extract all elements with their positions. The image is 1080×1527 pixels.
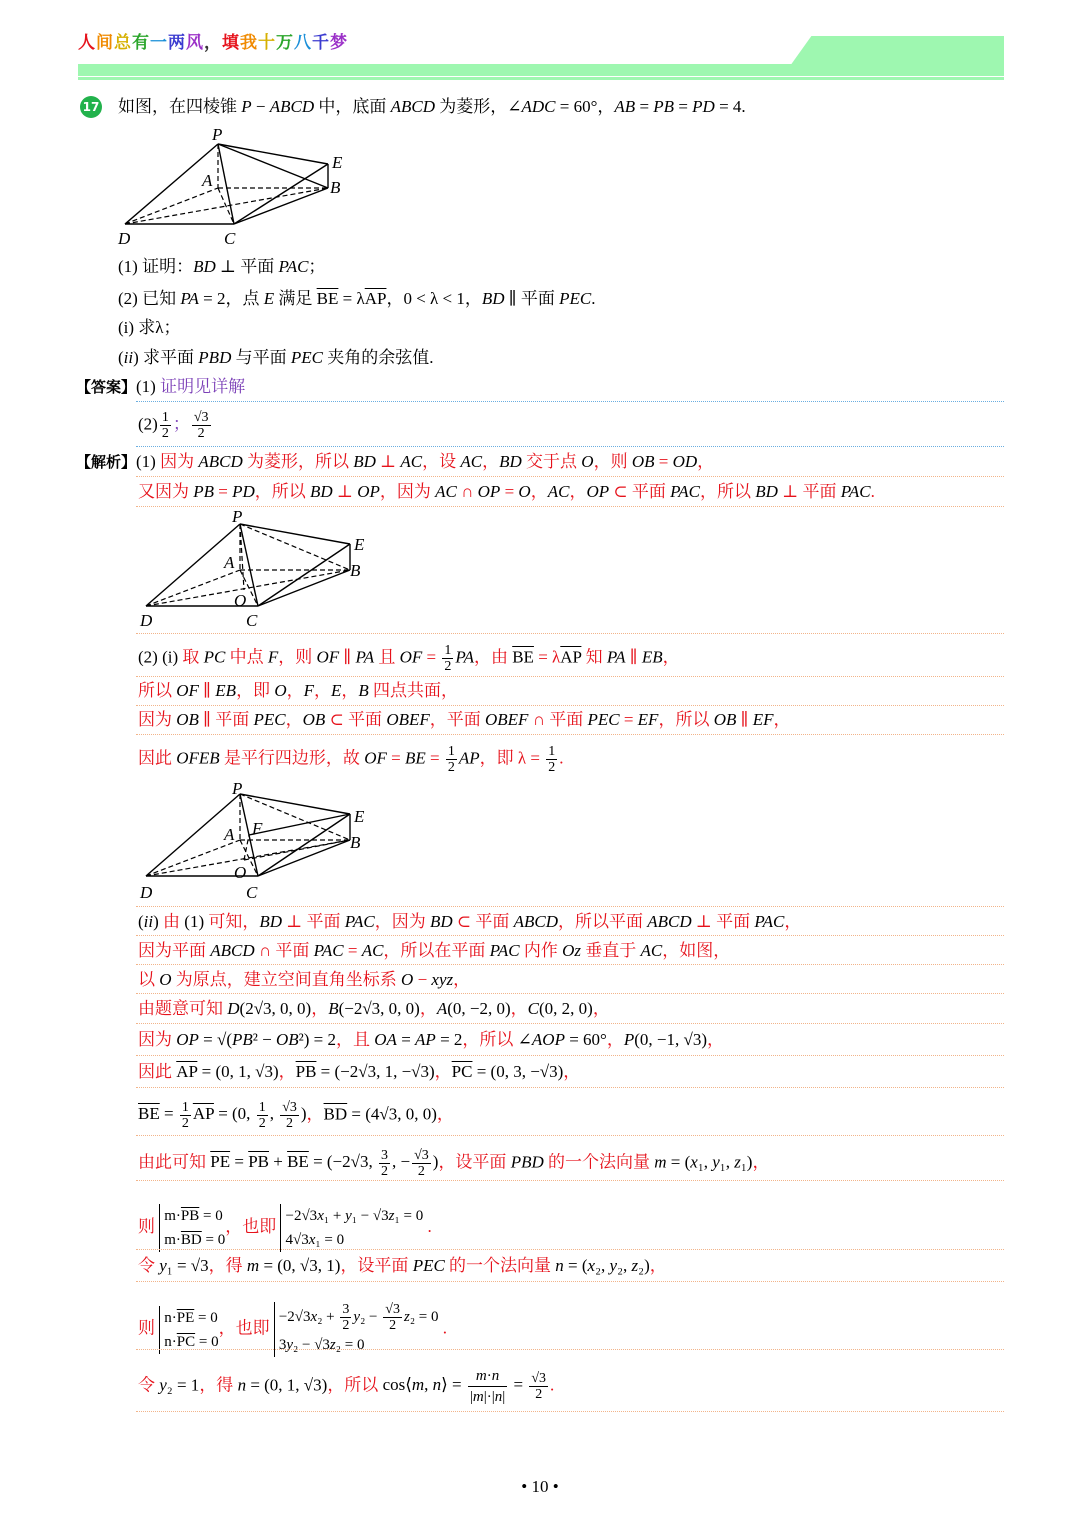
label-a: A	[224, 825, 235, 844]
label-b: B	[350, 561, 361, 580]
divider	[136, 1087, 1004, 1088]
label-d: D	[140, 611, 153, 630]
divider	[136, 705, 1004, 706]
answer-block	[76, 376, 245, 398]
answer-2-prefix: (2)	[138, 414, 158, 434]
divider	[136, 506, 1004, 507]
divider	[136, 993, 1004, 994]
label-o: O	[234, 863, 247, 882]
analysis-line-9: 以 O 为原点，建立空间直角坐标系 O − xyz，	[138, 970, 471, 989]
analysis-line-7: (ii) 由 (1) 可知，BD ⊥ 平面 PAC，因为 BD ⊂ 平面 ABCD，所以平面 ABCD ⊥ 平面 PAC，	[138, 912, 802, 931]
answer-2-sep: ；	[172, 414, 190, 434]
label-c: C	[246, 883, 258, 902]
label-e: E	[332, 153, 343, 172]
divider	[136, 1055, 1004, 1056]
label-c: C	[224, 229, 236, 248]
figure-pyramid-1	[110, 124, 370, 250]
analysis-line-5: 因为 OB ∥ 平面 PEC，OB ⊂ 平面 OBEF，平面 OBEF ∩ 平面 PEC = EF，所以 OB ∥ EF，	[138, 710, 791, 729]
header-motto: 人间总有一两风，填我十万八千梦	[78, 33, 348, 53]
analysis-line-18: 令 y₂ = 1，得 n = (0, 1, √3)，所以 cos⟨m, n⟩ = $\frac{m\cdot n}{|m|\cdot|n|}$ = $\frac{√3}{2}$ .	[138, 1368, 555, 1405]
divider	[136, 1349, 1004, 1350]
analysis-line-14: 由此可知 $\overline{PE} = \overline{PB} + \overline{BE} = (-2√3$, $\frac{3}{2}$ , − $\frac{√3}{2}$ )，设平面 PBD 的一个法向量 m = (x₁, y₁, z₁)，	[138, 1148, 770, 1179]
header-band-line	[78, 77, 1004, 80]
question-part2i: (i) 求λ；	[118, 318, 181, 337]
divider	[136, 964, 1004, 965]
label-e: E	[354, 807, 365, 826]
question-number-badge: 17	[80, 96, 102, 118]
figure-pyramid-2	[134, 508, 394, 632]
divider	[136, 1249, 1004, 1250]
divider	[136, 1281, 1004, 1282]
label-d: D	[118, 229, 131, 248]
divider	[136, 906, 1004, 907]
divider	[136, 676, 1004, 677]
answer-label: 【答案】	[76, 378, 137, 396]
label-o: O	[234, 591, 247, 610]
divider	[136, 476, 1004, 477]
analysis-line-6: 因此 OFEB 是平行四边形，故 OF = BE = $\frac{1}{2}$ AP，即 λ = $\frac{1}{2}$ .	[138, 744, 564, 775]
divider	[136, 633, 1004, 634]
divider	[136, 1023, 1004, 1024]
answer-1-prefix: (1)	[136, 377, 156, 396]
analysis-line-1: 【解析】(1) 因为 ABCD 为菱形，所以 BD ⊥ AC，设 AC，BD 交于点 O，则 OB = OD，	[76, 452, 715, 471]
question-part1: (1) 证明：BD ⊥ 平面 PAC；	[118, 257, 326, 276]
question-part2ii: (ii) 求平面 PBD 与平面 PEC 夹角的余弦值.	[118, 348, 434, 367]
analysis-line-4: 所以 OF ∥ EB，即 O，F，E，B 四点共面，	[138, 681, 459, 700]
header-tab-decoration	[790, 36, 1004, 66]
divider	[136, 734, 1004, 735]
analysis-line-2: 又因为 PB = PD，所以 BD ⊥ OP，因为 AC ∩ OP = O，AC，OP ⊂ 平面 PAC，所以 BD ⊥ 平面 PAC.	[138, 482, 875, 501]
label-p: P	[212, 125, 223, 144]
analysis-line-13: $\overline{BE}$ = $\frac{1}{2}$ $\overline{AP} = (0$, $\frac{1}{2}$ , $\frac{√3}{2}$ )，$\overline{BD} = (4√3$, 0, 0)，	[138, 1100, 454, 1131]
analysis-line-16: 令 y₁ = √3，得 m = (0, √3, 1)，设平面 PEC 的一个法向量 n = (x₂, y₂, z₂)，	[138, 1256, 667, 1275]
label-b: B	[350, 833, 361, 852]
analysis-line-8: 因为平面 ABCD ∩ 平面 PAC = AC，所以在平面 PAC 内作 Oz 垂直于 AC，如图，	[138, 941, 731, 960]
label-a: A	[202, 171, 213, 190]
label-f: F	[252, 819, 263, 838]
analysis-line-12: 因此 $\overline{AP} = (0$, 1, √3)，$\overline{PB} = (-2√3$, 1, −√3)，$\overline{PC} = (0$, 3, −√3)，	[138, 1062, 581, 1081]
analysis-line-3: (2) (i) 取 PC 中点 F，则 OF ∥ PA 且 OF = $\frac{1}{2}$ PA，由 $\overline{BE} = \lambda\overline{AP}$ 知 PA ∥ EB，	[138, 643, 680, 674]
label-p: P	[232, 508, 243, 526]
divider	[136, 1411, 1004, 1412]
header-band	[78, 64, 1004, 76]
answer-2: (2) $\frac{1}{2}$ ； $\frac{√3}{2}$	[138, 410, 209, 441]
label-a: A	[224, 553, 235, 572]
divider	[136, 1135, 1004, 1136]
analysis-label: 【解析】	[76, 453, 137, 471]
question-stem: 如图，在四棱锥 P − ABCD 中，底面 ABCD 为菱形，∠ADC = 60°，AB = PB = PD = 4.	[118, 97, 746, 116]
answer-divider-1	[136, 401, 1004, 402]
divider	[136, 935, 1004, 936]
answer-1-text: 证明见详解	[160, 377, 246, 396]
analysis-line-10: 由题意可知 D(2√3, 0, 0)，B(−2√3, 0, 0)，A(0, −2, 0)，C(0, 2, 0)，	[138, 999, 610, 1018]
answer-divider-2	[136, 446, 1004, 447]
label-e: E	[354, 535, 365, 554]
divider	[136, 1180, 1004, 1181]
analysis-line-11: 因为 OP = √(PB² − OB²) = 2，且 OA = AP = 2，所以 ∠AOP = 60°，P(0, −1, √3)，	[138, 1030, 724, 1049]
analysis-line-17: 则 $n\cdot\overline{PE} = 0$ $n\cdot\overline{PC} = 0$，也即 −2√3x₂ + $\frac{3}{2}$ y₂ − $\frac{√3}{2}$ z₂ = 0 3y₂ − √3z₂ = 0 .	[138, 1302, 447, 1357]
label-c: C	[246, 611, 258, 630]
analysis-line-15: 则 $m\cdot\overline{PB} = 0$ $m\cdot\overline{BD} = 0$，也即 −2√3x₁ + y₁ − √3z₁ = 0 4√3x₁ = 0 .	[138, 1204, 432, 1252]
question-part2: (2) 已知 PA = 2，点 E 满足 $\overline{BE} = \lambda\overline{AP}$，0 < λ < 1，BD ∥ 平面 PEC.	[118, 289, 596, 308]
figure-pyramid-3	[134, 778, 394, 902]
label-d: D	[140, 883, 153, 902]
label-p: P	[232, 779, 243, 798]
page-number: • 10 •	[521, 1477, 559, 1496]
label-b: B	[330, 178, 341, 197]
